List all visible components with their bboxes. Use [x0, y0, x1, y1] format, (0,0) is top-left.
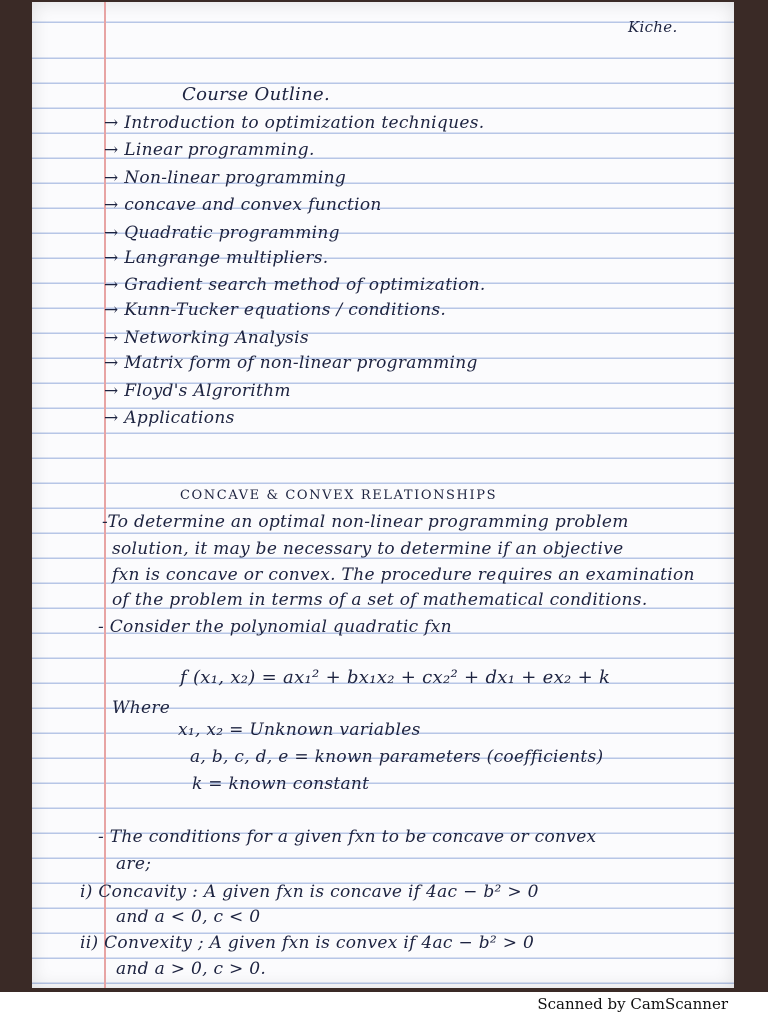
consider-line: - Consider the polynomial quadratic fxn [98, 617, 452, 637]
outline-item: → Langrange multipliers. [104, 248, 329, 268]
outline-item: → Gradient search method of optimization. [104, 275, 486, 295]
paragraph-line: -To determine an optimal non-linear programming problem [102, 512, 629, 532]
outline-item: → Matrix form of non-linear programming [104, 353, 478, 373]
paragraph-line: solution, it may be necessary to determine if an objective [112, 539, 624, 559]
definition-line: x₁, x₂ = Unknown variables [178, 720, 421, 740]
outline-item: → Networking Analysis [104, 328, 309, 348]
outline-item: → Linear programming. [104, 140, 315, 160]
definition-line: a, b, c, d, e = known parameters (coefficients) [190, 747, 604, 767]
paragraph-line: fxn is concave or convex. The procedure requires an examination [112, 565, 695, 585]
section-heading: CONCAVE & CONVEX RELATIONSHIPS [180, 488, 498, 503]
condition-line: i) Concavity : A given fxn is concave if 4ac − b² > 0 [80, 882, 539, 902]
outline-item: → Applications [104, 408, 235, 428]
scanner-watermark: Scanned by CamScanner [537, 995, 728, 1013]
conditions-intro: - The conditions for a given fxn to be concave or convex [98, 827, 597, 847]
condition-line: ii) Convexity ; A given fxn is convex if 4ac − b² > 0 [80, 933, 535, 953]
condition-line: and a > 0, c > 0. [116, 959, 267, 979]
page-title: Course Outline. [182, 84, 330, 105]
condition-line: and a < 0, c < 0 [116, 907, 261, 927]
definition-line: k = known constant [192, 774, 370, 794]
outline-item: → Floyd's Algrorithm [104, 381, 291, 401]
paragraph-line: of the problem in terms of a set of mathematical conditions. [112, 590, 648, 610]
conditions-intro: are; [116, 854, 152, 874]
outline-item: → concave and convex function [104, 195, 382, 215]
outline-item: → Quadratic programming [104, 223, 340, 243]
outline-item: → Introduction to optimization techniques. [104, 113, 485, 133]
outline-item: → Non-linear programming [104, 168, 347, 188]
notebook-page [32, 2, 734, 988]
outline-item: → Kunn-Tucker equations / conditions. [104, 300, 447, 320]
author-tag: Kiche. [628, 18, 678, 36]
quadratic-equation: f (x₁, x₂) = ax₁² + bx₁x₂ + cx₂² + dx₁ + ex₂ + k [180, 667, 611, 688]
where-label: Where [112, 698, 171, 718]
